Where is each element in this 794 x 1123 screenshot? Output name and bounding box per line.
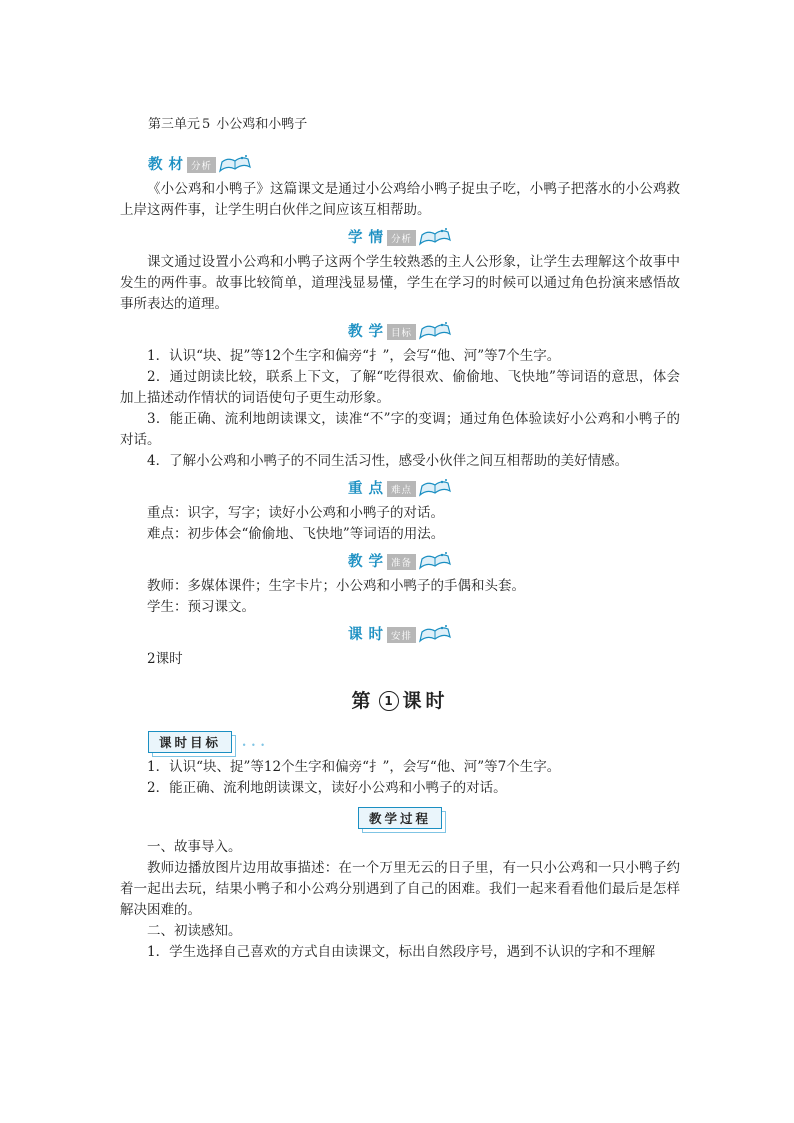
goal-item: 2．通过朗读比较，联系上下文，了解“吃得很欢、偷偷地、飞快地”等词语的意思，体会加上描述动作情状的词语使句子更生动形象。 (120, 369, 680, 406)
process-line: 教师边播放图片边用故事描述：在一个万里无云的日子里，有一只小公鸡和一只小鸭子约着一起出去玩，结果小鸭子和小公鸡分别遇到了自己的困难。我们一起来看看他们最后是怎样解决困难的。 (120, 860, 680, 918)
section-key-heading (120, 474, 680, 502)
content (120, 148, 680, 963)
section-main-label: 教学 (347, 554, 389, 570)
section-main-label: 课时 (347, 627, 389, 643)
section-badge: 安排 (387, 627, 416, 643)
process-label: 教学过程 (358, 807, 442, 829)
section-situation-heading (120, 223, 680, 251)
section-main-label: 教学 (347, 324, 389, 340)
lesson-prefix: 第 (351, 690, 375, 712)
goal-item: 4．了解小公鸡和小鸭子的不同生活习性，感受小伙伴之间互相帮助的美好情感。 (147, 453, 629, 469)
book-icon (218, 153, 252, 175)
dots-decoration: • • • (241, 741, 267, 750)
section-badge: 准备 (387, 554, 416, 570)
section-analysis-heading (120, 150, 680, 178)
lesson-title (120, 686, 680, 713)
book-icon (418, 550, 452, 572)
section-goals-heading (120, 317, 680, 345)
lesson-number: 5 (202, 117, 211, 132)
section-badge: 分析 (187, 157, 216, 173)
book-icon (418, 226, 452, 248)
book-icon (418, 320, 452, 342)
time-text: 2课时 (147, 651, 183, 667)
goal-item: 1．认识“块、捉”等12个生字和偏旁“扌”，会写“他、河”等7个生字。 (147, 348, 561, 364)
section-badge: 目标 (387, 324, 416, 340)
analysis-text: 《小公鸡和小鸭子》这篇课文是通过小公鸡给小鸭子捉虫子吃，小鸭子把落水的小公鸡救上岸这两件事，让学生明白伙伴之间应该互相帮助。 (120, 181, 680, 218)
unit-label: 第三单元 (148, 117, 201, 132)
key-point: 重点：识字，写字；读好小公鸡和小鸭子的对话。 (147, 505, 444, 521)
process-line: 二、初读感知。 (147, 923, 242, 939)
book-icon (418, 477, 452, 499)
section-badge: 分析 (387, 230, 416, 246)
lesson-goals-label: 课时目标 (148, 731, 232, 753)
section-badge: 难点 (387, 481, 416, 497)
difficult-point: 难点：初步体会“偷偷地、飞快地”等词语的用法。 (147, 526, 445, 542)
situation-text: 课文通过设置小公鸡和小鸭子这两个学生较熟悉的主人公形象，让学生去理解这个故事中发生的两件事。故事比较简单，道理浅显易懂，学生在学习的时候可以通过角色扮演来感悟故事所表达的道理。 (120, 254, 680, 312)
lesson-circle-number: 1 (379, 691, 399, 711)
lesson-suffix: 课时 (402, 690, 449, 712)
lesson-goal-item: 1．认识“块、捉”等12个生字和偏旁“扌”，会写“他、河”等7个生字。 (147, 759, 561, 775)
section-main-label: 学情 (347, 230, 389, 246)
lesson-goal-item: 2．能正确、流利地朗读课文，读好小公鸡和小鸭子的对话。 (147, 780, 507, 796)
book-icon (418, 623, 452, 645)
lesson-name: 小公鸡和小鸭子 (216, 117, 308, 132)
process-line: 1．学生选择自己喜欢的方式自由读课文，标出自然段序号，遇到不认识的字和不理解 (147, 944, 656, 960)
prep-student: 学生：预习课文。 (147, 599, 255, 615)
section-main-label: 重点 (347, 481, 389, 497)
section-main-label: 教材 (148, 157, 189, 173)
section-prep-heading (120, 547, 680, 575)
page-header (148, 113, 307, 132)
goal-item: 3．能正确、流利地朗读课文，读准“不”字的变调；通过角色体验读好小公鸡和小鸭子的对话。 (120, 411, 680, 448)
prep-teacher: 教师：多媒体课件；生字卡片；小公鸡和小鸭子的手偶和头套。 (147, 578, 525, 594)
process-tag (358, 807, 442, 831)
lesson-goals-tag (148, 731, 267, 755)
section-time-heading (120, 620, 680, 648)
process-line: 一、故事导入。 (147, 839, 242, 855)
